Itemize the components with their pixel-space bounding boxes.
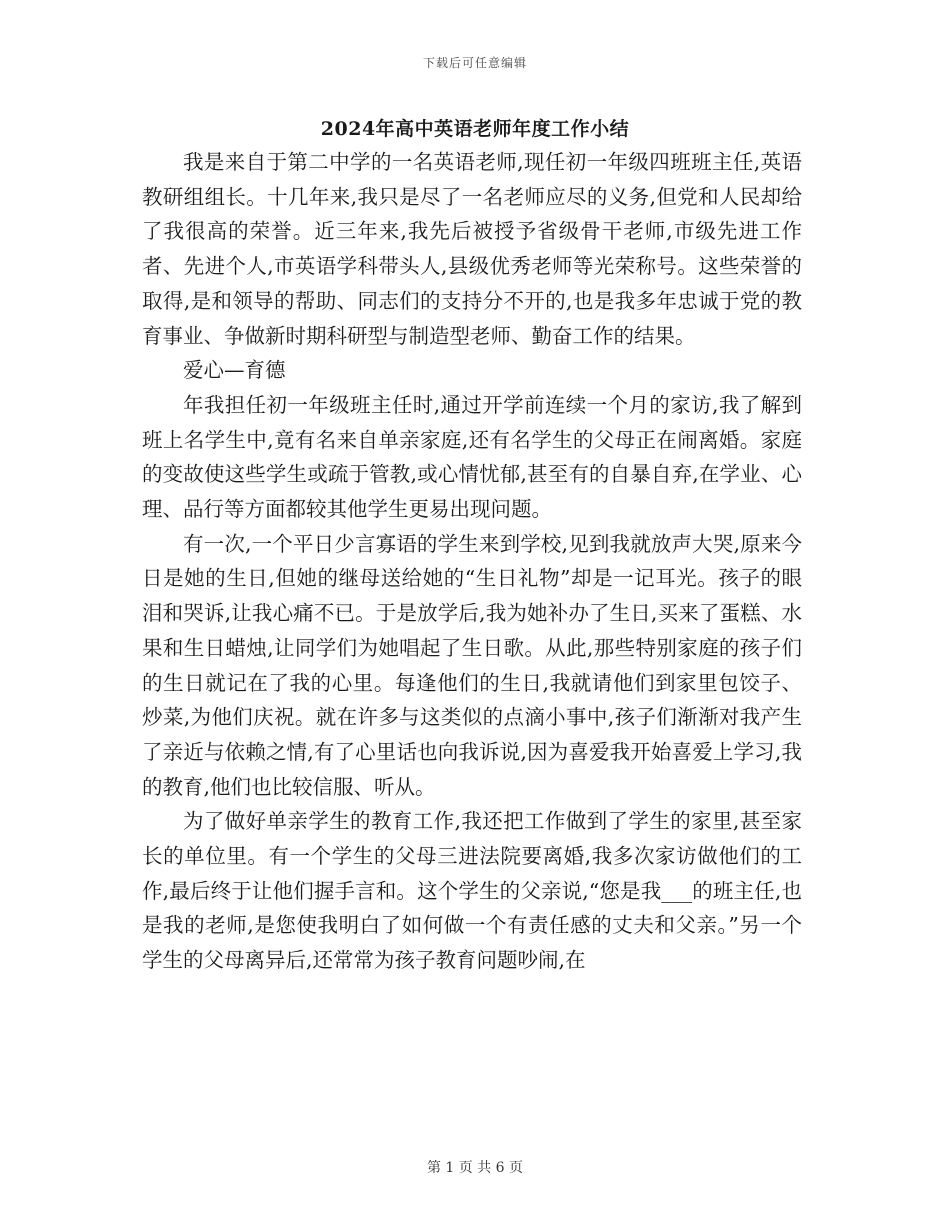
header-note: 下载后可任意编辑 <box>422 56 527 70</box>
paragraph-intro: 我是来自于第二中学的一名英语老师,现任初一年级四班班主任,英语教研组组长。十几年来,我只是尽了一名老师应尽的义务,但党和人民却给了我很高的荣誉。近三年来,我先后被授予省级骨干老师,市级先进工作者、先进个人,市英语学科带头人,县级优秀老师等光荣称号。这些荣誉的取得,是和领导的帮助、同志们的支持分不开的,也是我多年忠诚于党的教育事业、争做新时期科研型与制造型老师、勤奋工作的结果。 <box>142 150 802 348</box>
page-number: 第 1 页 共 6 页 <box>426 1160 524 1176</box>
paragraph-birthday-story: 有一次,一个平日少言寡语的学生来到学校,见到我就放声大哭,原来今日是她的生日,但她的继母送给她的“生日礼物”却是一记耳光。孩子的眼泪和哭诉,让我心痛不已。于是放学后,我为她补办了生日,买来了蛋糕、水果和生日蜡烛,让同学们为她唱起了生日歌。从此,那些特别家庭的孩子们的生日就记在了我的心里。每逢他们的生日,我就请他们到家里包饺子、炒菜,为他们庆祝。就在许多与这类似的点滴小事中,孩子们渐渐对我产生了亲近与依赖之情,有了心里话也向我诉说,因为喜爱我开始喜爱上学习,我的教育,他们也比较信服、听从。 <box>142 531 802 799</box>
paragraph-home-visits: 年我担任初一年级班主任时,通过开学前连续一个月的家访,我了解到班上名学生中,竟有名来自单亲家庭,还有名学生的父母正在闹离婚。家庭的变故使这些学生或疏于管教,或心情忧郁,甚至有的自暴自弃,在学业、心理、品行等方面都较其他学生更易出现问题。 <box>142 392 802 522</box>
paragraph-parents-work: 为了做好单亲学生的教育工作,我还把工作做到了学生的家里,甚至家长的单位里。有一个学生的父母三进法院要离婚,我多次家访做他们的工作,最后终于让他们握手言和。这个学生的父亲说,“您是我___的班主任,也是我的老师,是您使我明白了如何做一个有责任感的丈夫和父亲。”另一个学生的父母离异后,还常常为孩子教育问题吵闹,在 <box>142 809 802 973</box>
section-heading: 爱心—育德 <box>183 358 286 383</box>
document-body <box>142 145 802 978</box>
document-title: 2024年高中英语老师年度工作小结 <box>320 118 630 140</box>
